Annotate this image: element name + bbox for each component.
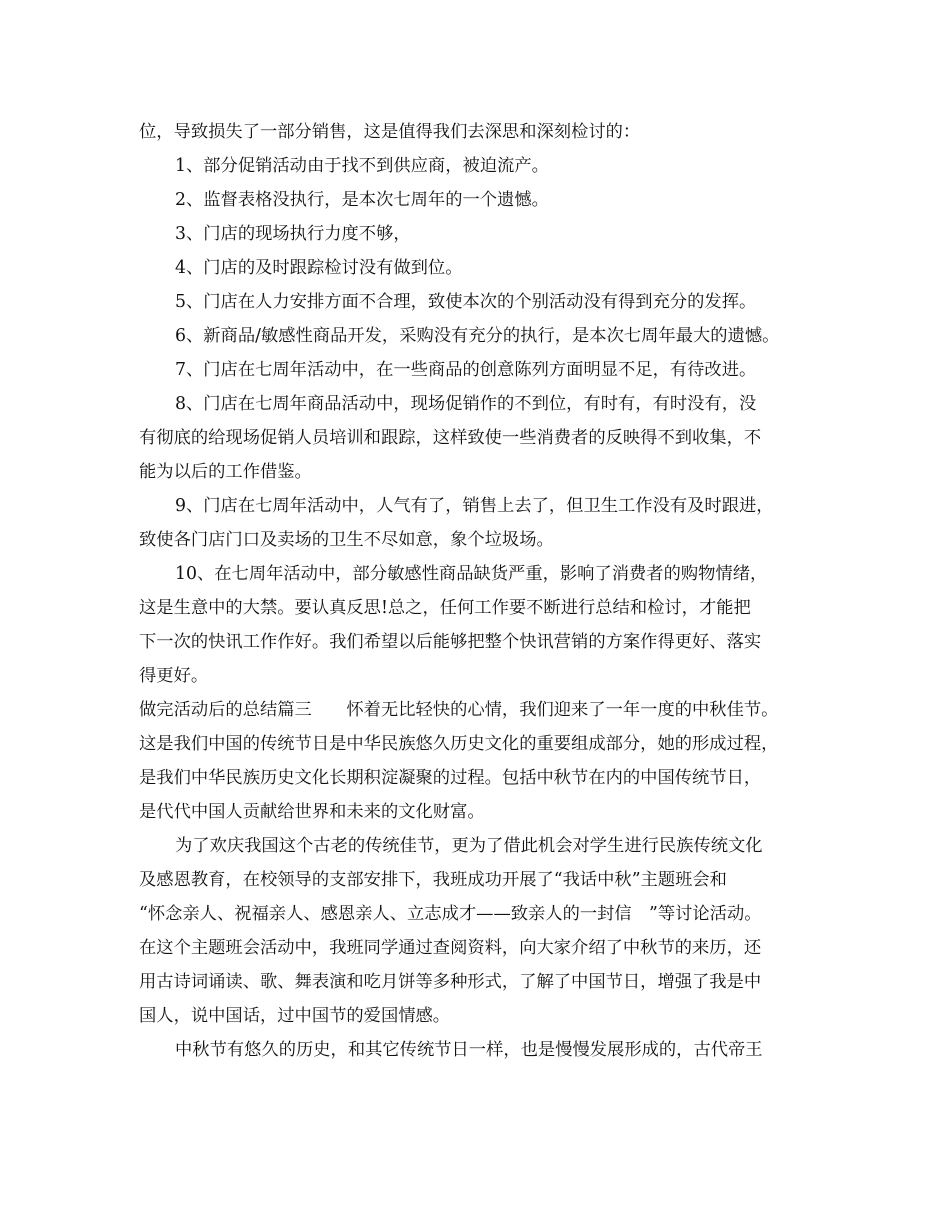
document-body xyxy=(139,115,819,1067)
text-line: 用古诗词诵读、歌、舞表演和吃月饼等多种形式，了解了中国节日，增强了我是中 xyxy=(139,972,762,992)
list-item: 10、在七周年活动中，部分敏感性商品缺货严重，影响了消费者的购物情绪， xyxy=(175,564,768,584)
text-line: 致使各门店门口及卖场的卫生不尽如意，象个垃圾场。 xyxy=(139,530,554,550)
text-line: 有彻底的给现场促销人员培训和跟踪，这样致使一些消费者的反映得不到收集，不 xyxy=(139,428,762,448)
text-line: 下一次的快讯工作作好。我们希望以后能够把整个快讯营销的方案作得更好、落实 xyxy=(139,632,762,652)
list-item: 1、部分促销活动由于找不到供应商，被迫流产。 xyxy=(175,156,549,176)
list-item: 8、门店在七周年商品活动中，现场促销作的不到位，有时有，有时没有，没 xyxy=(175,394,757,414)
text-line: 得更好。 xyxy=(139,666,209,686)
text-line: 这是生意中的大禁。要认真反思!总之，任何工作要不断进行总结和检讨，才能把 xyxy=(139,598,751,618)
list-item: 4、门店的及时跟踪检讨没有做到位。 xyxy=(175,258,463,278)
text-line: “怀念亲人、祝福亲人、感恩亲人、立志成才——致亲人的一封信 ”等讨论活动。 xyxy=(139,904,762,924)
text-line: 国人，说中国话，过中国节的爱国情感。 xyxy=(139,1006,451,1026)
text-line: 是代代中国人贡献给世界和未来的文化财富。 xyxy=(139,802,485,822)
list-item: 2、监督表格没执行，是本次七周年的一个遗憾。 xyxy=(175,190,549,210)
text-line: 能为以后的工作借鉴。 xyxy=(139,462,312,482)
text-line: 位，导致损失了一部分销售，这是值得我们去深思和深刻检讨的： xyxy=(139,122,641,142)
text-line: 是我们中华民族历史文化长期积淀凝聚的过程。包括中秋节在内的中国传统节日， xyxy=(139,768,762,788)
list-item: 3、门店的现场执行力度不够， xyxy=(175,224,411,244)
text-line: 及感恩教育，在校领导的支部安排下，我班成功开展了“我话中秋”主题班会和 xyxy=(139,870,727,890)
list-item: 9、门店在七周年活动中，人气有了，销售上去了，但卫生工作没有及时跟进， xyxy=(175,496,774,516)
text-line: 在这个主题班会活动中，我班同学通过查阅资料，向大家介绍了中秋节的来历，还 xyxy=(139,938,762,958)
paragraph-start: 为了欢庆我国这个古老的传统佳节，更为了借此机会对学生进行民族传统文化 xyxy=(175,836,763,856)
text-line: 这是我们中国的传统节日是中华民族悠久历史文化的重要组成部分，她的形成过程， xyxy=(139,734,779,754)
list-item: 6、新商品/敏感性商品开发，采购没有充分的执行，是本次七周年最大的遗憾。 xyxy=(175,326,780,346)
section-heading-line: 做完活动后的总结篇三 怀着无比轻快的心情，我们迎来了一年一度的中秋佳节。 xyxy=(139,700,779,720)
list-item: 7、门店在七周年活动中，在一些商品的创意陈列方面明显不足，有待改进。 xyxy=(175,360,757,380)
list-item: 5、门店在人力安排方面不合理，致使本次的个别活动没有得到充分的发挥。 xyxy=(175,292,757,312)
paragraph-start: 中秋节有悠久的历史，和其它传统节日一样，也是慢慢发展形成的，古代帝王 xyxy=(175,1040,763,1060)
